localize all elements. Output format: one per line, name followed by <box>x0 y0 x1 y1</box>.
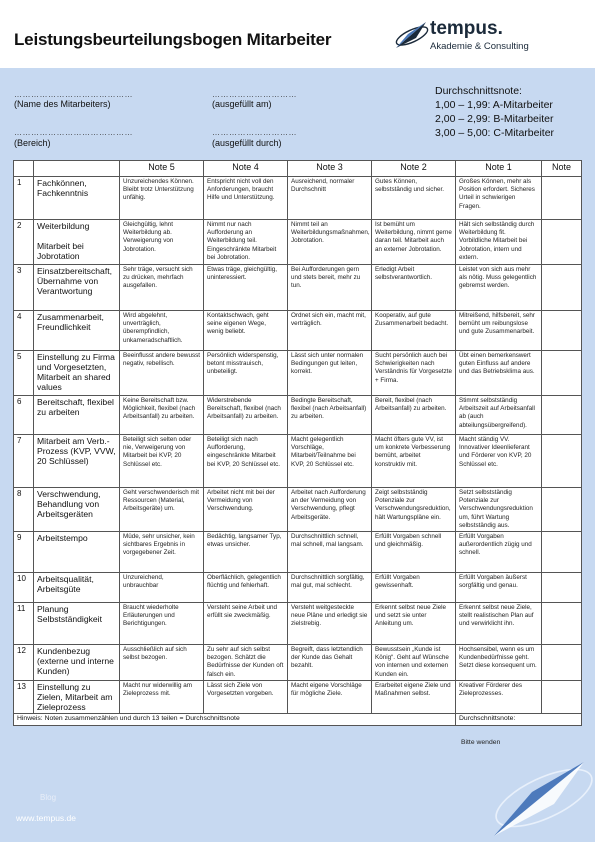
grade-description-5[interactable]: Müde, sehr unsicher, kein sichtbares Ergebnis in vorgegebener Zeit. <box>120 532 204 573</box>
grade-description-4[interactable]: Arbeitet nicht mit bei der Vermeidung von Verschwendung. <box>204 488 288 532</box>
table-header-row <box>14 161 582 177</box>
grade-description-3[interactable]: Begreift, dass letztendlich der Kunde das Gehalt bezahlt. <box>288 645 372 681</box>
header <box>0 0 595 68</box>
grade-description-2[interactable]: Gutes Können, selbstständig und sicher. <box>372 177 456 220</box>
grade-description-1[interactable]: Stimmt selbstständig Arbeitszeit auf Arbeitsanfall ab (auch abteilungsübergreifend). <box>456 396 542 435</box>
hint-text: Hinweis: Noten zusammenzählen und durch 13 teilen = Durchschnittsnote <box>14 714 456 726</box>
table-row <box>14 603 582 645</box>
criterion-label: Kundenbezug (externe und interne Kunden) <box>34 645 120 681</box>
grade-description-5[interactable]: Macht nur widerwillig am Zieleprozess mit. <box>120 681 204 714</box>
criterion-label: Weiterbildung Mitarbeit bei Jobrotation <box>34 220 120 265</box>
grade-description-5[interactable]: Braucht wiederholte Erläuterungen und Berichtigungen. <box>120 603 204 645</box>
grade-scale-title: Durchschnittsnote: <box>435 85 522 97</box>
table-row <box>14 488 582 532</box>
grade-description-4[interactable]: Entspricht nicht voll den Anforderungen, braucht Hilfe und Unterstützung. <box>204 177 288 220</box>
row-number: 11 <box>14 603 34 645</box>
grade-description-2[interactable]: Sucht persönlich auch bei Schwierigkeiten nach Verständnis für Vorgesetzte + Firma. <box>372 351 456 396</box>
please-turn-note: Bitte wenden <box>461 739 501 746</box>
row-number: 2 <box>14 220 34 265</box>
grade-description-5[interactable]: Unzureichend, unbrauchbar <box>120 573 204 603</box>
page-title: Leistungsbeurteilungsbogen Mitarbeiter <box>14 30 332 49</box>
table-row <box>14 435 582 488</box>
grade-scale-line: 2,00 – 2,99: B-Mitarbeiter <box>435 113 554 125</box>
grade-description-3[interactable]: Ordnet sich ein, macht mit, verträglich. <box>288 311 372 351</box>
grade-description-1[interactable]: Setzt selbstständig Potenziale zur Verschwendungsreduktion um, führt Wartung selbstständig aus. <box>456 488 542 532</box>
grade-description-1[interactable]: Übt einen bemerkenswert guten Einfluss auf andere und das Betriebsklima aus. <box>456 351 542 396</box>
criterion-label: Arbeitstempo <box>34 532 120 573</box>
evaluation-table <box>13 160 582 726</box>
header-note-5: Note 5 <box>120 161 204 177</box>
grade-description-5[interactable]: Beeinflusst andere bewusst negativ, rebellisch. <box>120 351 204 396</box>
grade-description-1[interactable]: Kreativer Förderer des Zieleprozesses. <box>456 681 542 714</box>
grade-description-1[interactable]: Mitreißend, hilfsbereit, sehr bemüht um reibungslose und gute Zusammenarbeit. <box>456 311 542 351</box>
grade-description-4[interactable]: Versteht seine Arbeit und erfüllt sie zweckmäßig. <box>204 603 288 645</box>
compass-watermark-icon <box>484 748 594 842</box>
grade-description-2[interactable]: Erkennt selbst neue Ziele und setzt sie unter Anleitung um. <box>372 603 456 645</box>
grade-description-2[interactable]: Erarbeitet eigene Ziele und Maßnahmen selbst. <box>372 681 456 714</box>
criterion-label: Zusammenarbeit, Freundlichkeit <box>34 311 120 351</box>
table-row <box>14 396 582 435</box>
grade-description-2[interactable]: Erfüllt Vorgaben schnell und gleichmäßig. <box>372 532 456 573</box>
header-note-2: Note 2 <box>372 161 456 177</box>
row-number: 12 <box>14 645 34 681</box>
area-label: (Bereich) <box>14 138 51 148</box>
hint-row <box>14 714 582 726</box>
criterion-label: Verschwendung, Behandlung von Arbeitsgeräten <box>34 488 120 532</box>
grade-description-3[interactable]: Nimmt teil an Weiterbildungsmaßnahmen, Jobrotation. <box>288 220 372 265</box>
filled-by-line[interactable]: ………………………… <box>212 128 297 137</box>
grade-description-4[interactable]: Oberflächlich, gelegentlich flüchtig und fehlerhaft. <box>204 573 288 603</box>
filled-on-label: (ausgefüllt am) <box>212 99 272 109</box>
header-cell-empty <box>14 161 34 177</box>
grade-description-1[interactable]: Erfüllt Vorgaben außerordentlich zügig und schnell. <box>456 532 542 573</box>
logo-name: tempus. <box>430 18 503 39</box>
grade-description-4[interactable]: Nimmt nur nach Aufforderung an Weiterbildung teil. Eingeschränkte Mitarbeit bei Jobrotation. <box>204 220 288 265</box>
note-input-cell[interactable] <box>542 220 582 265</box>
filled-by-label: (ausgefüllt durch) <box>212 138 282 148</box>
criterion-label: Mitarbeit am Verb.-Prozess (KVP, VVW, 20 Schlüssel) <box>34 435 120 488</box>
filled-on-line[interactable]: ………………………… <box>212 90 297 99</box>
employee-name-label: (Name des Mitarbeiters) <box>14 99 111 109</box>
row-number: 13 <box>14 681 34 714</box>
note-input-cell[interactable] <box>542 311 582 351</box>
header-note-1: Note 1 <box>456 161 542 177</box>
criterion-label: Planung Selbstständigkeit <box>34 603 120 645</box>
grade-description-1[interactable]: Hochsensibel, wenn es um Kundenbedürfnisse geht. Setzt diese konsequent um. <box>456 645 542 681</box>
grade-description-5[interactable]: Sehr träge, versucht sich zu drücken, mehrfach ausgefallen. <box>120 265 204 311</box>
grade-description-1[interactable]: Leistet von sich aus mehr als nötig. Muss gelegentlich gebremst werden. <box>456 265 542 311</box>
criterion-label: Arbeitsqualität, Arbeitsgüte <box>34 573 120 603</box>
grade-description-2[interactable]: Erledigt Arbeit selbstverantwortlich. <box>372 265 456 311</box>
footer-url[interactable]: www.tempus.de <box>16 813 76 823</box>
grade-scale-line: 3,00 – 5,00: C-Mitarbeiter <box>435 127 555 139</box>
grade-description-3[interactable]: Bei Aufforderungen gern und stets bereit, mehr zu tun. <box>288 265 372 311</box>
table-row <box>14 681 582 714</box>
grade-description-4[interactable]: Beteiligt sich nach Aufforderung, eingeschränkte Mitarbeit bei KVP, 20 Schlüssel etc. <box>204 435 288 488</box>
grade-scale-line: 1,00 – 1,99: A-Mitarbeiter <box>435 99 553 111</box>
row-number: 5 <box>14 351 34 396</box>
criterion-label: Fachkönnen, Fachkenntnis <box>34 177 120 220</box>
header-note-4: Note 4 <box>204 161 288 177</box>
logo-subtitle: Akademie & Consulting <box>430 41 529 52</box>
footer-blog[interactable]: Blog <box>40 793 57 802</box>
header-cell-empty <box>34 161 120 177</box>
grade-description-4[interactable]: Etwas träge, gleichgültig, uninteressiert. <box>204 265 288 311</box>
row-number: 10 <box>14 573 34 603</box>
note-input-cell[interactable] <box>542 177 582 220</box>
grade-description-5[interactable]: Geht verschwenderisch mit Ressourcen (Material, Arbeitsgeräte) um. <box>120 488 204 532</box>
grade-description-4[interactable]: Bedächtig, langsamer Typ, etwas unsicher. <box>204 532 288 573</box>
row-number: 8 <box>14 488 34 532</box>
header-note: Note <box>542 161 582 177</box>
grade-description-3[interactable]: Arbeitet nach Aufforderung an der Vermeidung von Verschwendung, pflegt Arbeitsgeräte. <box>288 488 372 532</box>
criterion-label: Bereitschaft, flexibel zu arbeiten <box>34 396 120 435</box>
row-number: 9 <box>14 532 34 573</box>
grade-description-2[interactable]: Zeigt selbstständig Potenziale zur Verschwendungsreduktion, hält Wartungspläne ein. <box>372 488 456 532</box>
note-input-cell[interactable] <box>542 603 582 645</box>
grade-description-1[interactable]: Großes Können, mehr als Position erfordert. Sicheres Urteil in schwierigen Fragen. <box>456 177 542 220</box>
table-row <box>14 532 582 573</box>
grade-description-5[interactable]: Beteiligt sich selten oder nie, Verweigerung von Mitarbeit bei KVP, 20 Schlüssel etc. <box>120 435 204 488</box>
row-number: 1 <box>14 177 34 220</box>
grade-description-5[interactable]: Unzureichendes Können. Bleibt trotz Unterstützung unfähig. <box>120 177 204 220</box>
grade-description-2[interactable]: Kooperativ, auf gute Zusammenarbeit bedacht. <box>372 311 456 351</box>
grade-description-2[interactable]: Erfüllt Vorgaben gewissenhaft. <box>372 573 456 603</box>
table-row <box>14 645 582 681</box>
grade-description-5[interactable]: Gleichgültig, lehnt Weiterbildung ab. Verweigerung von Jobrotation. <box>120 220 204 265</box>
grade-description-4[interactable]: Persönlich widerspenstig, betont misstrauisch, unbeteiligt. <box>204 351 288 396</box>
note-input-cell[interactable] <box>542 645 582 681</box>
note-input-cell[interactable] <box>542 681 582 714</box>
grade-description-1[interactable]: Macht ständig VV. Innovativer Ideenlieferant und Förderer von KVP, 20 Schlüssel etc. <box>456 435 542 488</box>
grade-description-1[interactable]: Erkennt selbst neue Ziele, stellt realistischen Plan auf und verwirklicht ihn. <box>456 603 542 645</box>
grade-description-3[interactable]: Durchschnittlich schnell, mal schnell, mal langsam. <box>288 532 372 573</box>
header-note-3: Note 3 <box>288 161 372 177</box>
area-line[interactable]: …………………………………… <box>14 128 133 137</box>
grade-description-2[interactable]: Bereit, flexibel (nach Arbeitsanfall) zu arbeiten. <box>372 396 456 435</box>
grade-description-2[interactable]: Ist bemüht um Weiterbildung, nimmt gerne daran teil. Mitarbeit auch an externer Jobrotation. <box>372 220 456 265</box>
table-row <box>14 220 582 265</box>
criterion-label: Einstellung zu Zielen, Mitarbeit am Zieleprozess <box>34 681 120 714</box>
grade-description-1[interactable]: Erfüllt Vorgaben äußerst sorgfältig und genau. <box>456 573 542 603</box>
grade-scale <box>435 84 554 140</box>
grade-description-3[interactable]: Ausreichend, normaler Durchschnitt <box>288 177 372 220</box>
grade-description-3[interactable]: Versteht weitgesteckte neue Pläne und erledigt sie zielstrebig. <box>288 603 372 645</box>
table-row <box>14 265 582 311</box>
note-input-cell[interactable] <box>542 265 582 311</box>
grade-description-3[interactable]: Bedingte Bereitschaft, flexibel (nach Arbeitsanfall) zu arbeiten. <box>288 396 372 435</box>
compass-icon <box>392 14 432 58</box>
criterion-label: Einsatzbereitschaft, Übernahme von Verantwortung <box>34 265 120 311</box>
grade-description-2[interactable]: Macht öfters gute VV, ist um konkrete Verbesserung bemüht, arbeitet konstruktiv mit. <box>372 435 456 488</box>
note-input-cell[interactable] <box>542 351 582 396</box>
grade-description-2[interactable]: Bewusstsein „Kunde ist König“. Geht auf Wünsche von internen und externen Kunden ein. <box>372 645 456 681</box>
grade-description-4[interactable]: Kontaktschwach, geht seine eigenen Wege, wenig beliebt. <box>204 311 288 351</box>
criterion-label: Einstellung zu Firma und Vorgesetzten, Mitarbeit an shared values <box>34 351 120 396</box>
average-grade-label: Durchschnittsnote: <box>456 714 582 726</box>
note-input-cell[interactable] <box>542 532 582 573</box>
grade-description-3[interactable]: Durchschnittlich sorgfältig, mal gut, mal schlecht. <box>288 573 372 603</box>
row-number: 3 <box>14 265 34 311</box>
row-number: 4 <box>14 311 34 351</box>
note-input-cell[interactable] <box>542 573 582 603</box>
logo <box>392 14 592 64</box>
note-input-cell[interactable] <box>542 396 582 435</box>
grade-description-4[interactable]: Widerstrebende Bereitschaft, flexibel (nach Arbeitsanfall) zu arbeiten. <box>204 396 288 435</box>
row-number: 7 <box>14 435 34 488</box>
grade-description-3[interactable]: Macht eigene Vorschläge für mögliche Ziele. <box>288 681 372 714</box>
table-row <box>14 351 582 396</box>
table-row <box>14 177 582 220</box>
note-input-cell[interactable] <box>542 488 582 532</box>
note-input-cell[interactable] <box>542 435 582 488</box>
grade-description-5[interactable]: Keine Bereitschaft bzw. Möglichkeit, flexibel (nach Arbeitsanfall) zu arbeiten. <box>120 396 204 435</box>
table-row <box>14 311 582 351</box>
grade-description-3[interactable]: Lässt sich unter normalen Bedingungen gut leiten, korrekt. <box>288 351 372 396</box>
grade-description-5[interactable]: Ausschließlich auf sich selbst bezogen. <box>120 645 204 681</box>
grade-description-1[interactable]: Hält sich selbständig durch Weiterbildung fit. Vorbildliche Mitarbeit bei Jobrotation, intern und extern. <box>456 220 542 265</box>
grade-description-3[interactable]: Macht gelegentlich Vorschläge, Mitarbeit/Teilnahme bei KVP, 20 Schlüssel etc. <box>288 435 372 488</box>
grade-description-5[interactable]: Wird abgelehnt, unverträglich, überempfindlich, unkameradschaftlich. <box>120 311 204 351</box>
employee-name-line[interactable]: …………………………………… <box>14 90 133 99</box>
table-row <box>14 573 582 603</box>
grade-description-4[interactable]: Zu sehr auf sich selbst bezogen. Schätzt die Bedürfnisse der Kunden oft falsch ein. <box>204 645 288 681</box>
row-number: 6 <box>14 396 34 435</box>
grade-description-4[interactable]: Lässt sich Ziele von Vorgesetzten vorgeben. <box>204 681 288 714</box>
